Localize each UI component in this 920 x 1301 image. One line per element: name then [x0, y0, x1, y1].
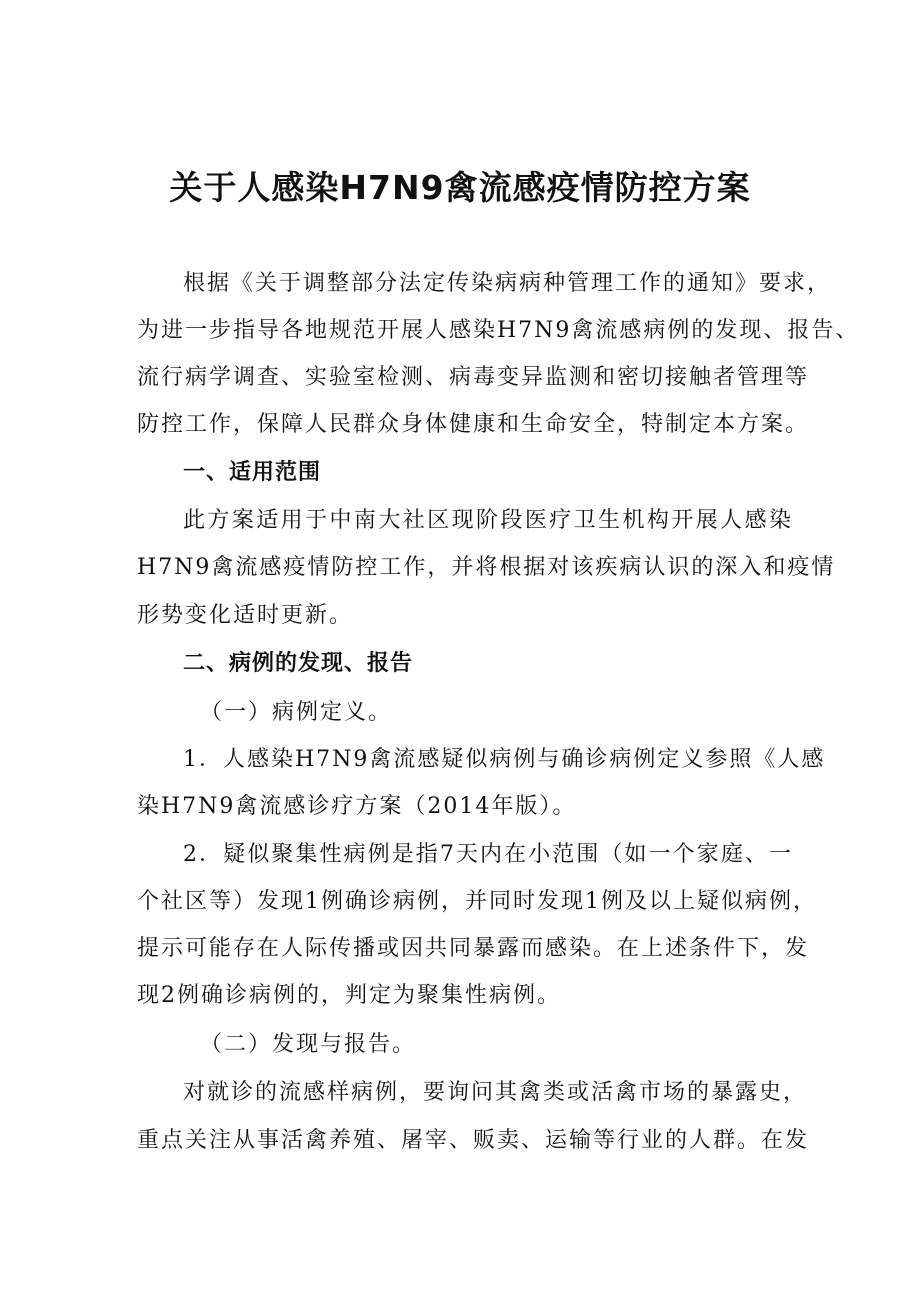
document-title: 关于人感染H7N9禽流感疫情防控方案 [169, 168, 751, 207]
subsection-2-heading: （二）发现与报告。 [200, 1032, 417, 1057]
section-2-heading: 二、病例的发现、报告 [183, 651, 414, 676]
item-2-line-3: 提示可能存在人际传播或因共同暴露而感染。在上述条件下，发 [137, 936, 810, 961]
report-line-2: 重点关注从事活禽养殖、屠宰、贩卖、运输等行业的人群。在发 [137, 1128, 810, 1153]
section-1-line-3: 形势变化适时更新。 [137, 603, 354, 628]
section-1-line-1: 此方案适用于中南大社区现阶段医疗卫生机构开展人感染 [183, 508, 793, 533]
item-2-line-1: 2．疑似聚集性病例是指7天内在小范围（如一个家庭、一 [183, 842, 793, 867]
intro-line-2: 为进一步指导各地规范开展人感染H7N9禽流感病例的发现、报告、 [137, 318, 860, 343]
item-1-line-2: 染H7N9禽流感诊疗方案（2014年版）。 [137, 794, 577, 819]
item-1-line-1: 1．人感染H7N9禽流感疑似病例与确诊病例定义参照《人感 [183, 747, 826, 772]
intro-line-3: 流行病学调查、实验室检测、病毒变异监测和密切接触者管理等 [137, 365, 810, 390]
item-2-line-4: 现2例确诊病例的，判定为聚集性病例。 [137, 983, 561, 1008]
intro-line-4: 防控工作，保障人民群众身体健康和生命安全，特制定本方案。 [137, 412, 810, 437]
subsection-1-heading: （一）病例定义。 [200, 700, 393, 725]
section-1-line-2: H7N9禽流感疫情防控工作，并将根据对该疾病认识的深入和疫情 [137, 555, 836, 580]
section-1-heading: 一、适用范围 [183, 460, 322, 485]
report-line-1: 对就诊的流感样病例，要询问其禽类或活禽市场的暴露史， [183, 1080, 808, 1105]
item-2-line-2: 个社区等）发现1例确诊病例，并同时发现1例及以上疑似病例， [137, 889, 817, 914]
intro-line-1: 根据《关于调整部分法定传染病病种管理工作的通知》要求， [183, 271, 832, 296]
